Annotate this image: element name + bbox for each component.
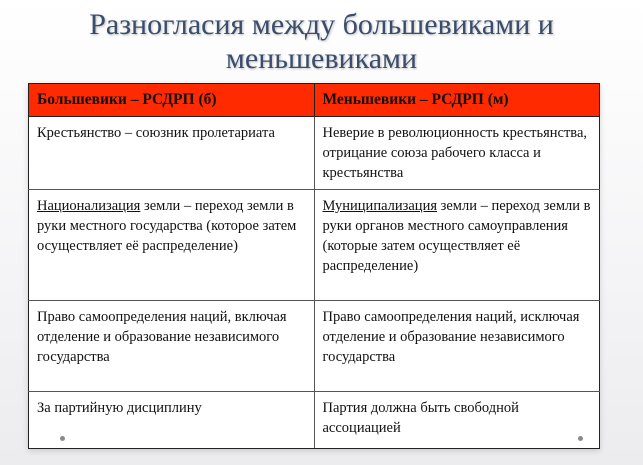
cell-mensheviks: Партия должна быть свободной ассоциацией (314, 392, 600, 449)
cell-bolsheviks: Право самоопределения наций, включая отделение и образование независимого государства (29, 301, 315, 392)
table-row (29, 392, 600, 449)
cell-bolsheviks: Крестьянство – союзник пролетариата (29, 117, 315, 190)
cell-bolsheviks: Национализация земли – переход земли в руки местного государства (которое затем осуществляет её распределение) (29, 190, 315, 301)
header-bolsheviks: Большевики – РСДРП (б) (29, 84, 315, 117)
comparison-table (28, 83, 600, 449)
decorative-dot-right (578, 436, 583, 441)
table-header-row (29, 84, 600, 117)
underlined-term: Национализация (37, 198, 141, 214)
decorative-dot-left (60, 436, 65, 441)
table-row (29, 190, 600, 301)
underlined-term: Муниципализация (322, 198, 437, 214)
table-row (29, 117, 600, 190)
cell-bolsheviks: За партийную дисциплину (29, 392, 315, 449)
cell-mensheviks: Неверие в революционность крестьянства, отрицание союза рабочего класса и крестьянства (314, 117, 600, 190)
cell-mensheviks: Муниципализация земли – переход земли в руки органов местного самоуправления (которые затем осуществляет её распределение) (314, 190, 600, 301)
header-mensheviks: Меньшевики – РСДРП (м) (314, 84, 600, 117)
cell-mensheviks: Право самоопределения наций, исключая отделение и образование независимого государства (314, 301, 600, 392)
table-row (29, 301, 600, 392)
slide-title: Разногласия между большевиками и меньшевиками (89, 8, 554, 75)
